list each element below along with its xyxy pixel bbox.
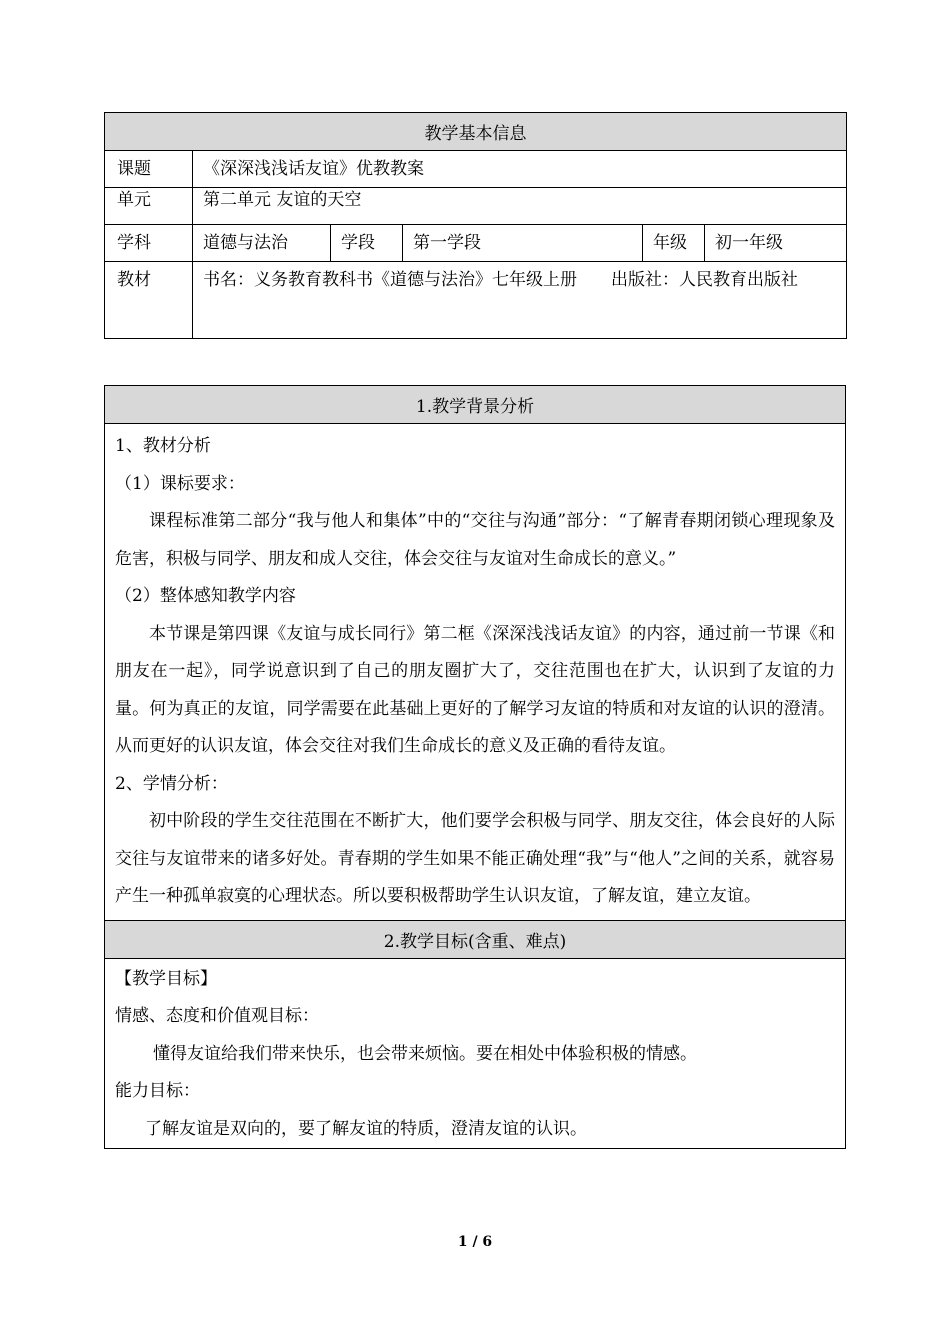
curriculum-requirement-title: （1）课标要求： [115, 473, 245, 494]
stage-value: 第一学段 [403, 225, 643, 262]
page-number: 1 / 6 [457, 1234, 493, 1250]
section2-body [105, 958, 846, 1149]
curriculum-requirement-text: 课程标准第二部分“我与他人和集体”中的“交往与沟通”部分：“了解青春期闭锁心理现象及危害，积极与同学、朋友和成人交往，体会交往与友谊对生命成长的意义。” [115, 511, 835, 569]
emotion-goal-title: 情感、态度和价值观目标： [115, 1006, 319, 1026]
topic-label: 课题 [105, 151, 193, 188]
basic-info-header: 教学基本信息 [105, 113, 847, 151]
subject-label: 学科 [105, 225, 193, 262]
subject-value: 道德与法治 [193, 225, 331, 262]
unit-label: 单元 [105, 188, 193, 225]
topic-value: 《深深浅浅话友谊》优教教案 [193, 151, 847, 188]
unit-value: 第二单元 友谊的天空 [193, 188, 847, 225]
student-analysis-text: 初中阶段的学生交往范围在不断扩大，他们要学会积极与同学、朋友交往，体会良好的人际交往与友谊带来的诸多好处。青春期的学生如果不能正确处理“我”与“他人”之间的关系，就容易产生一种孤单寂寞的心理状态。所以要积极帮助学生认识友谊，了解友谊，建立友谊。 [115, 811, 835, 906]
textbook-analysis-title: 1、教材分析 [115, 436, 211, 456]
grade-label: 年级 [643, 225, 705, 262]
basic-info-table [104, 112, 847, 339]
textbook-label: 教材 [105, 262, 193, 339]
content-overview-title: （2）整体感知教学内容 [115, 586, 296, 606]
student-analysis-title: 2、学情分析： [115, 773, 228, 794]
section1-header: 1.教学背景分析 [105, 386, 846, 424]
goals-title: 【教学目标】 [115, 968, 217, 989]
grade-value: 初一年级 [705, 225, 847, 262]
ability-goal-text: 了解友谊是双向的，要了解友谊的特质，澄清友谊的认识。 [145, 1118, 587, 1139]
emotion-goal-text: 懂得友谊给我们带来快乐，也会带来烦恼。要在相处中体验积极的情感。 [153, 1043, 697, 1064]
content-overview-text: 本节课是第四课《友谊与成长同行》第二框《深深浅浅话友谊》的内容，通过前一节课《和朋友在一起》，同学说意识到了自己的朋友圈扩大了，交往范围也在扩大，认识到了友谊的力量。何为真正的友谊，同学需要在此基础上更好的了解学习友谊的特质和对友谊的认识的澄清。从而更好的认识友谊，体会交往对我们生命成长的意义及正确的看待友谊。 [115, 623, 835, 756]
section1-body [105, 424, 846, 921]
ability-goal-title: 能力目标： [115, 1081, 200, 1101]
section2-header: 2.教学目标(含重、难点) [105, 920, 846, 958]
lesson-plan-table [104, 385, 846, 1149]
stage-label: 学段 [331, 225, 403, 262]
textbook-value: 书名：义务教育教科书《道德与法治》七年级上册 出版社：人民教育出版社 [193, 262, 847, 339]
